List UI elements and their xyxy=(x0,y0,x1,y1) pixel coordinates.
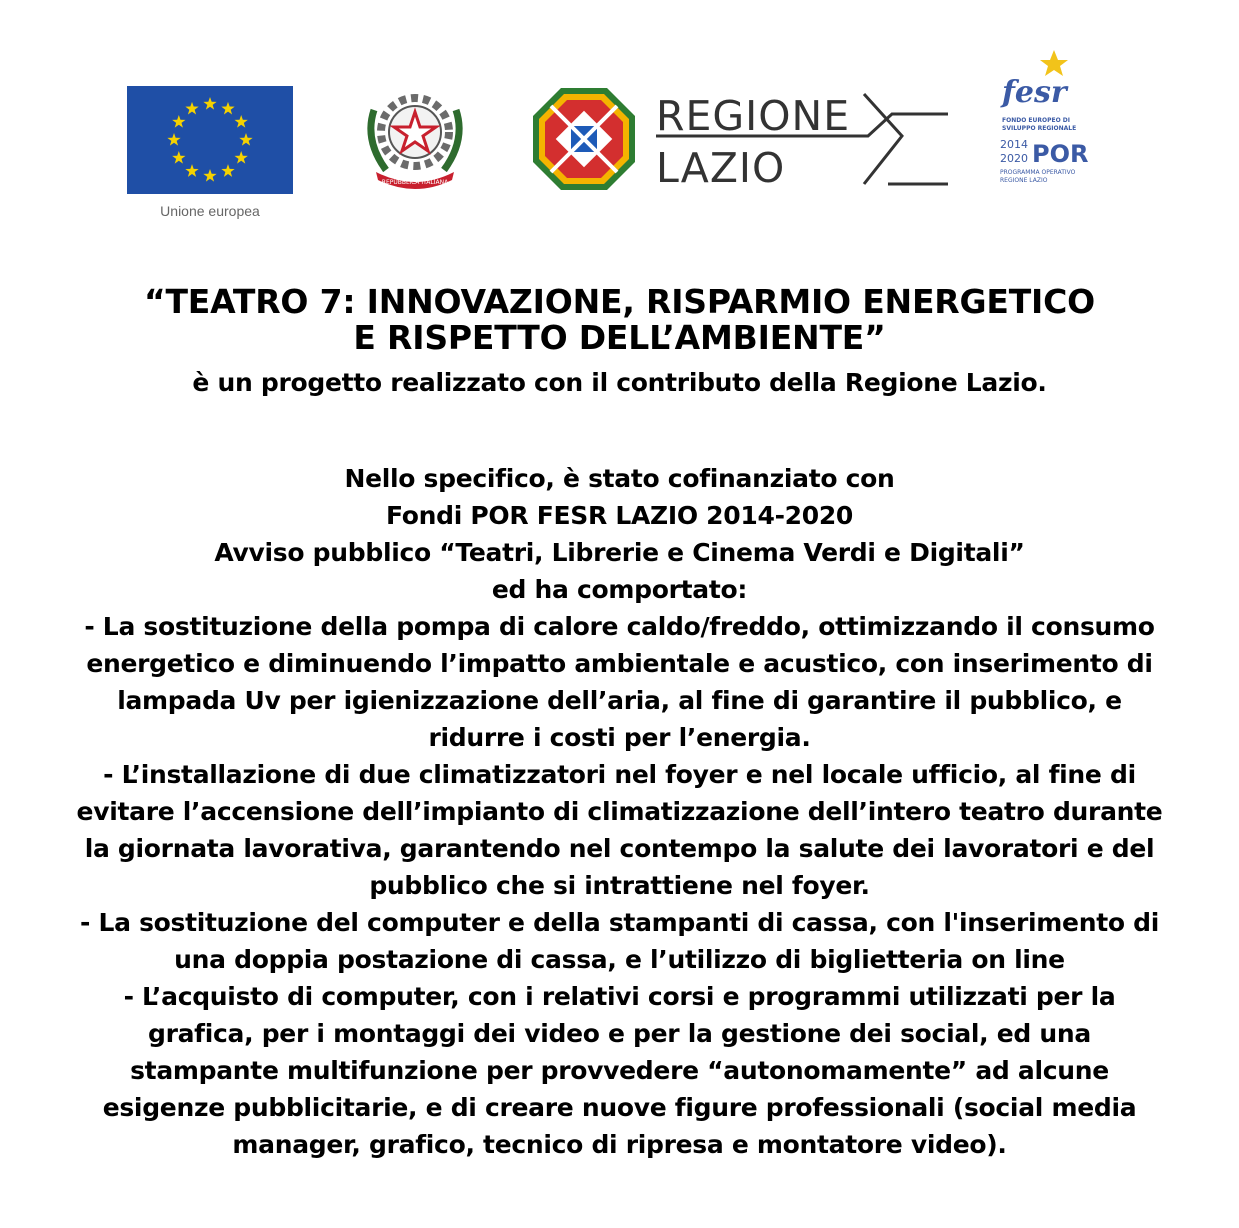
body-line: una doppia postazione di cassa, e l’utilizzo di biglietteria on line xyxy=(174,945,1065,974)
regione-text: REGIONE xyxy=(656,92,851,140)
body-line: ridurre i costi per l’energia. xyxy=(428,723,811,752)
body-line: lampada Uv per igienizzazione dell’aria, al fine di garantire il pubblico, e xyxy=(117,686,1122,715)
body-line: evitare l’accensione dell’impianto di climatizzazione dell’intero teatro durante xyxy=(76,797,1163,826)
body-line: - La sostituzione della pompa di calore caldo/freddo, ottimizzando il consumo xyxy=(84,612,1155,641)
project-subtitle: è un progetto realizzato con il contributo della Regione Lazio. xyxy=(192,368,1047,397)
body-line: la giornata lavorativa, garantendo nel contempo la salute dei lavoratori e del xyxy=(84,834,1155,863)
lazio-text: LAZIO xyxy=(656,144,786,192)
body-line: energetico e diminuendo l’impatto ambientale e acustico, con inserimento di xyxy=(86,649,1153,678)
italian-republic-emblem xyxy=(356,80,474,198)
body-line: ed ha comportato: xyxy=(491,575,748,604)
por-year-start: 2014 xyxy=(1000,138,1028,151)
body-line: Fondi POR FESR LAZIO 2014-2020 xyxy=(385,501,854,530)
body-line: - La sostituzione del computer e della stampanti di cassa, con l'inserimento di xyxy=(79,908,1159,937)
eu-flag-logo xyxy=(127,86,293,194)
fesr-full-line-1: FONDO EUROPEO DI xyxy=(1002,117,1070,124)
por-year-end: 2020 xyxy=(1000,152,1028,165)
regione-lazio-wordmark xyxy=(652,84,952,194)
regione-lazio-seal xyxy=(531,86,637,192)
title-line-1: “TEATRO 7: INNOVAZIONE, RISPARMIO ENERGETICO xyxy=(143,282,1096,321)
title-line-2: E RISPETTO DELL’AMBIENTE” xyxy=(353,318,886,357)
por-full-line-2: REGIONE LAZIO xyxy=(1000,177,1048,184)
body-line: esigenze pubblicitarie, e di creare nuove figure professionali (social media xyxy=(102,1093,1137,1122)
por-full-line-1: PROGRAMMA OPERATIVO xyxy=(1000,169,1076,176)
eu-caption: Unione europea xyxy=(160,203,260,219)
body-line: pubblico che si intrattiene nel foyer. xyxy=(369,871,870,900)
por-label: POR xyxy=(1032,140,1089,168)
fesr-brand-text: fesr xyxy=(1002,75,1067,110)
body-line: stampante multifunzione per provvedere “autonomamente” ad alcune xyxy=(130,1056,1109,1085)
body-line: Avviso pubblico “Teatri, Librerie e Cinema Verdi e Digitali” xyxy=(214,538,1025,567)
emblem-ribbon-text: REPUBBLICA ITALIANA xyxy=(381,179,449,186)
body-line: Nello specifico, è stato cofinanziato con xyxy=(344,464,895,493)
body-line: - L’acquisto di computer, con i relativi corsi e programmi utilizzati per la xyxy=(123,982,1116,1011)
project-title xyxy=(0,284,1239,356)
project-description xyxy=(20,460,1219,1163)
body-line: - L’installazione di due climatizzatori nel foyer e nel locale ufficio, al fine di xyxy=(103,760,1136,789)
body-line: manager, grafico, tecnico di ripresa e montatore video). xyxy=(232,1130,1007,1159)
fesr-full-line-2: SVILUPPO REGIONALE xyxy=(1002,125,1077,132)
fesr-por-logo xyxy=(996,50,1100,200)
body-line: grafica, per i montaggi dei video e per la gestione dei social, ed una xyxy=(147,1019,1091,1048)
